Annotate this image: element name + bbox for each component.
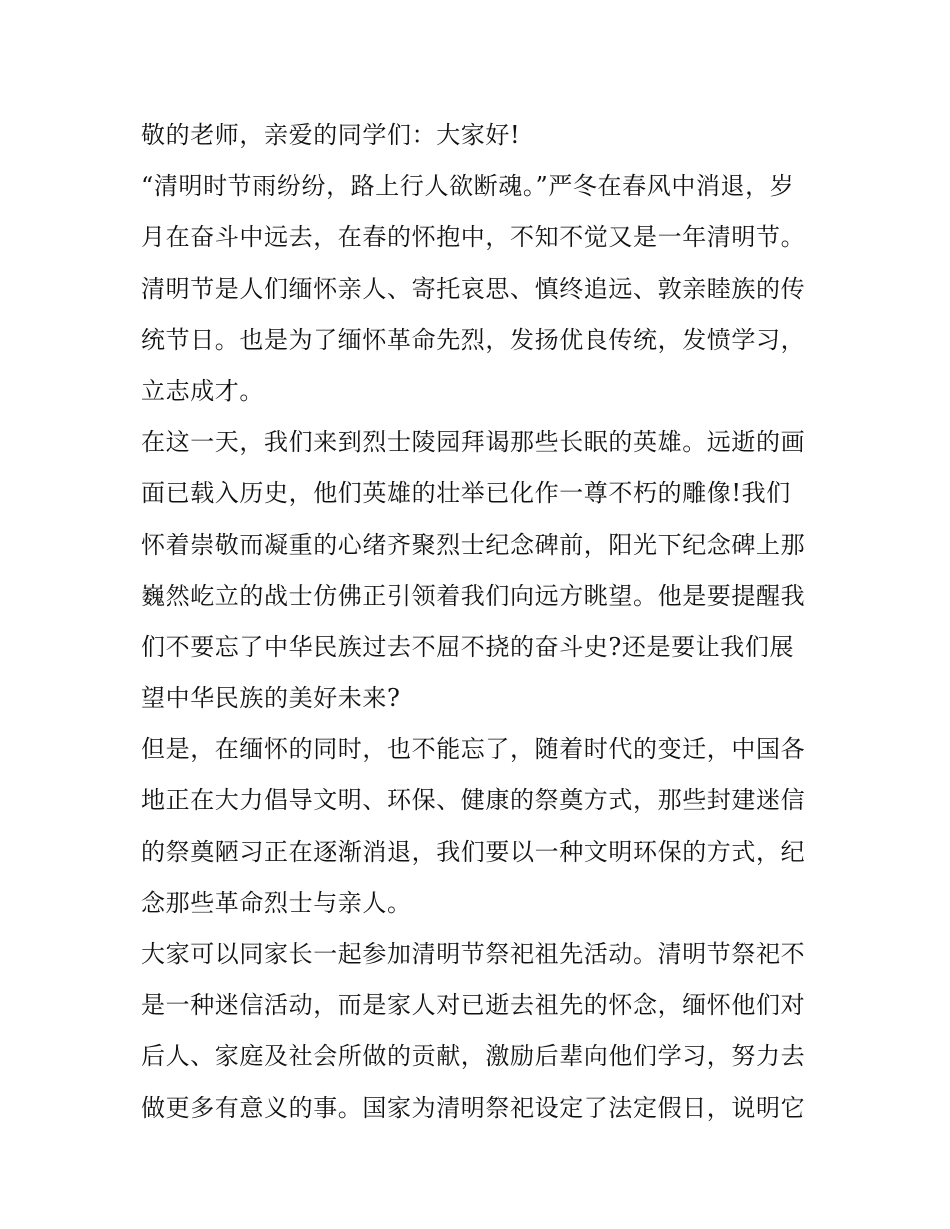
- text-line: 是一种迷信活动，而是家人对已逝去祖先的怀念，缅怀他们对: [141, 991, 806, 1020]
- text-line: 面已载入历史，他们英雄的壮举已化作一尊不朽的雕像!我们: [141, 479, 791, 508]
- text-line: 的祭奠陋习正在逐渐消退，我们要以一种文明环保的方式，纪: [141, 837, 806, 866]
- text-line: 后人、家庭及社会所做的贡献，激励后辈向他们学习，努力去: [141, 1042, 806, 1071]
- text-line: 巍然屹立的战士仿佛正引领着我们向远方眺望。他是要提醒我: [141, 581, 806, 610]
- text-line: 怀着崇敬而凝重的心绪齐聚烈士纪念碑前，阳光下纪念碑上那: [141, 530, 806, 559]
- text-line: 们不要忘了中华民族过去不屈不挠的奋斗史?还是要让我们展: [141, 632, 795, 661]
- text-line: 清明节是人们缅怀亲人、寄托哀思、慎终追远、敦亲睦族的传: [141, 274, 806, 303]
- text-line: “清明时节雨纷纷，路上行人欲断魂。”严冬在春风中消退，岁: [141, 172, 795, 201]
- text-line: 敬的老师，亲爱的同学们：大家好!: [141, 121, 521, 149]
- text-line: 做更多有意义的事。国家为清明祭祀设定了法定假日，说明它: [141, 1093, 806, 1122]
- text-line: 立志成才。: [141, 376, 264, 405]
- text-line: 望中华民族的美好未来?: [141, 684, 401, 713]
- text-line: 统节日。也是为了缅怀革命先烈，发扬优良传统，发愤学习，: [141, 325, 806, 354]
- text-line: 地正在大力倡导文明、环保、健康的祭奠方式，那些封建迷信: [141, 786, 806, 815]
- text-line: 念那些革命烈士与亲人。: [141, 888, 412, 917]
- text-line: 大家可以同家长一起参加清明节祭祀祖先活动。清明节祭祀不: [141, 940, 806, 968]
- text-line: 在这一天，我们来到烈士陵园拜谒那些长眠的英雄。远逝的画: [141, 428, 806, 457]
- text-line: 但是，在缅怀的同时，也不能忘了，随着时代的变迁，中国各: [141, 735, 806, 764]
- document-body: [141, 110, 821, 1134]
- text-line: 月在奋斗中远去，在春的怀抱中，不知不觉又是一年清明节。: [141, 223, 806, 252]
